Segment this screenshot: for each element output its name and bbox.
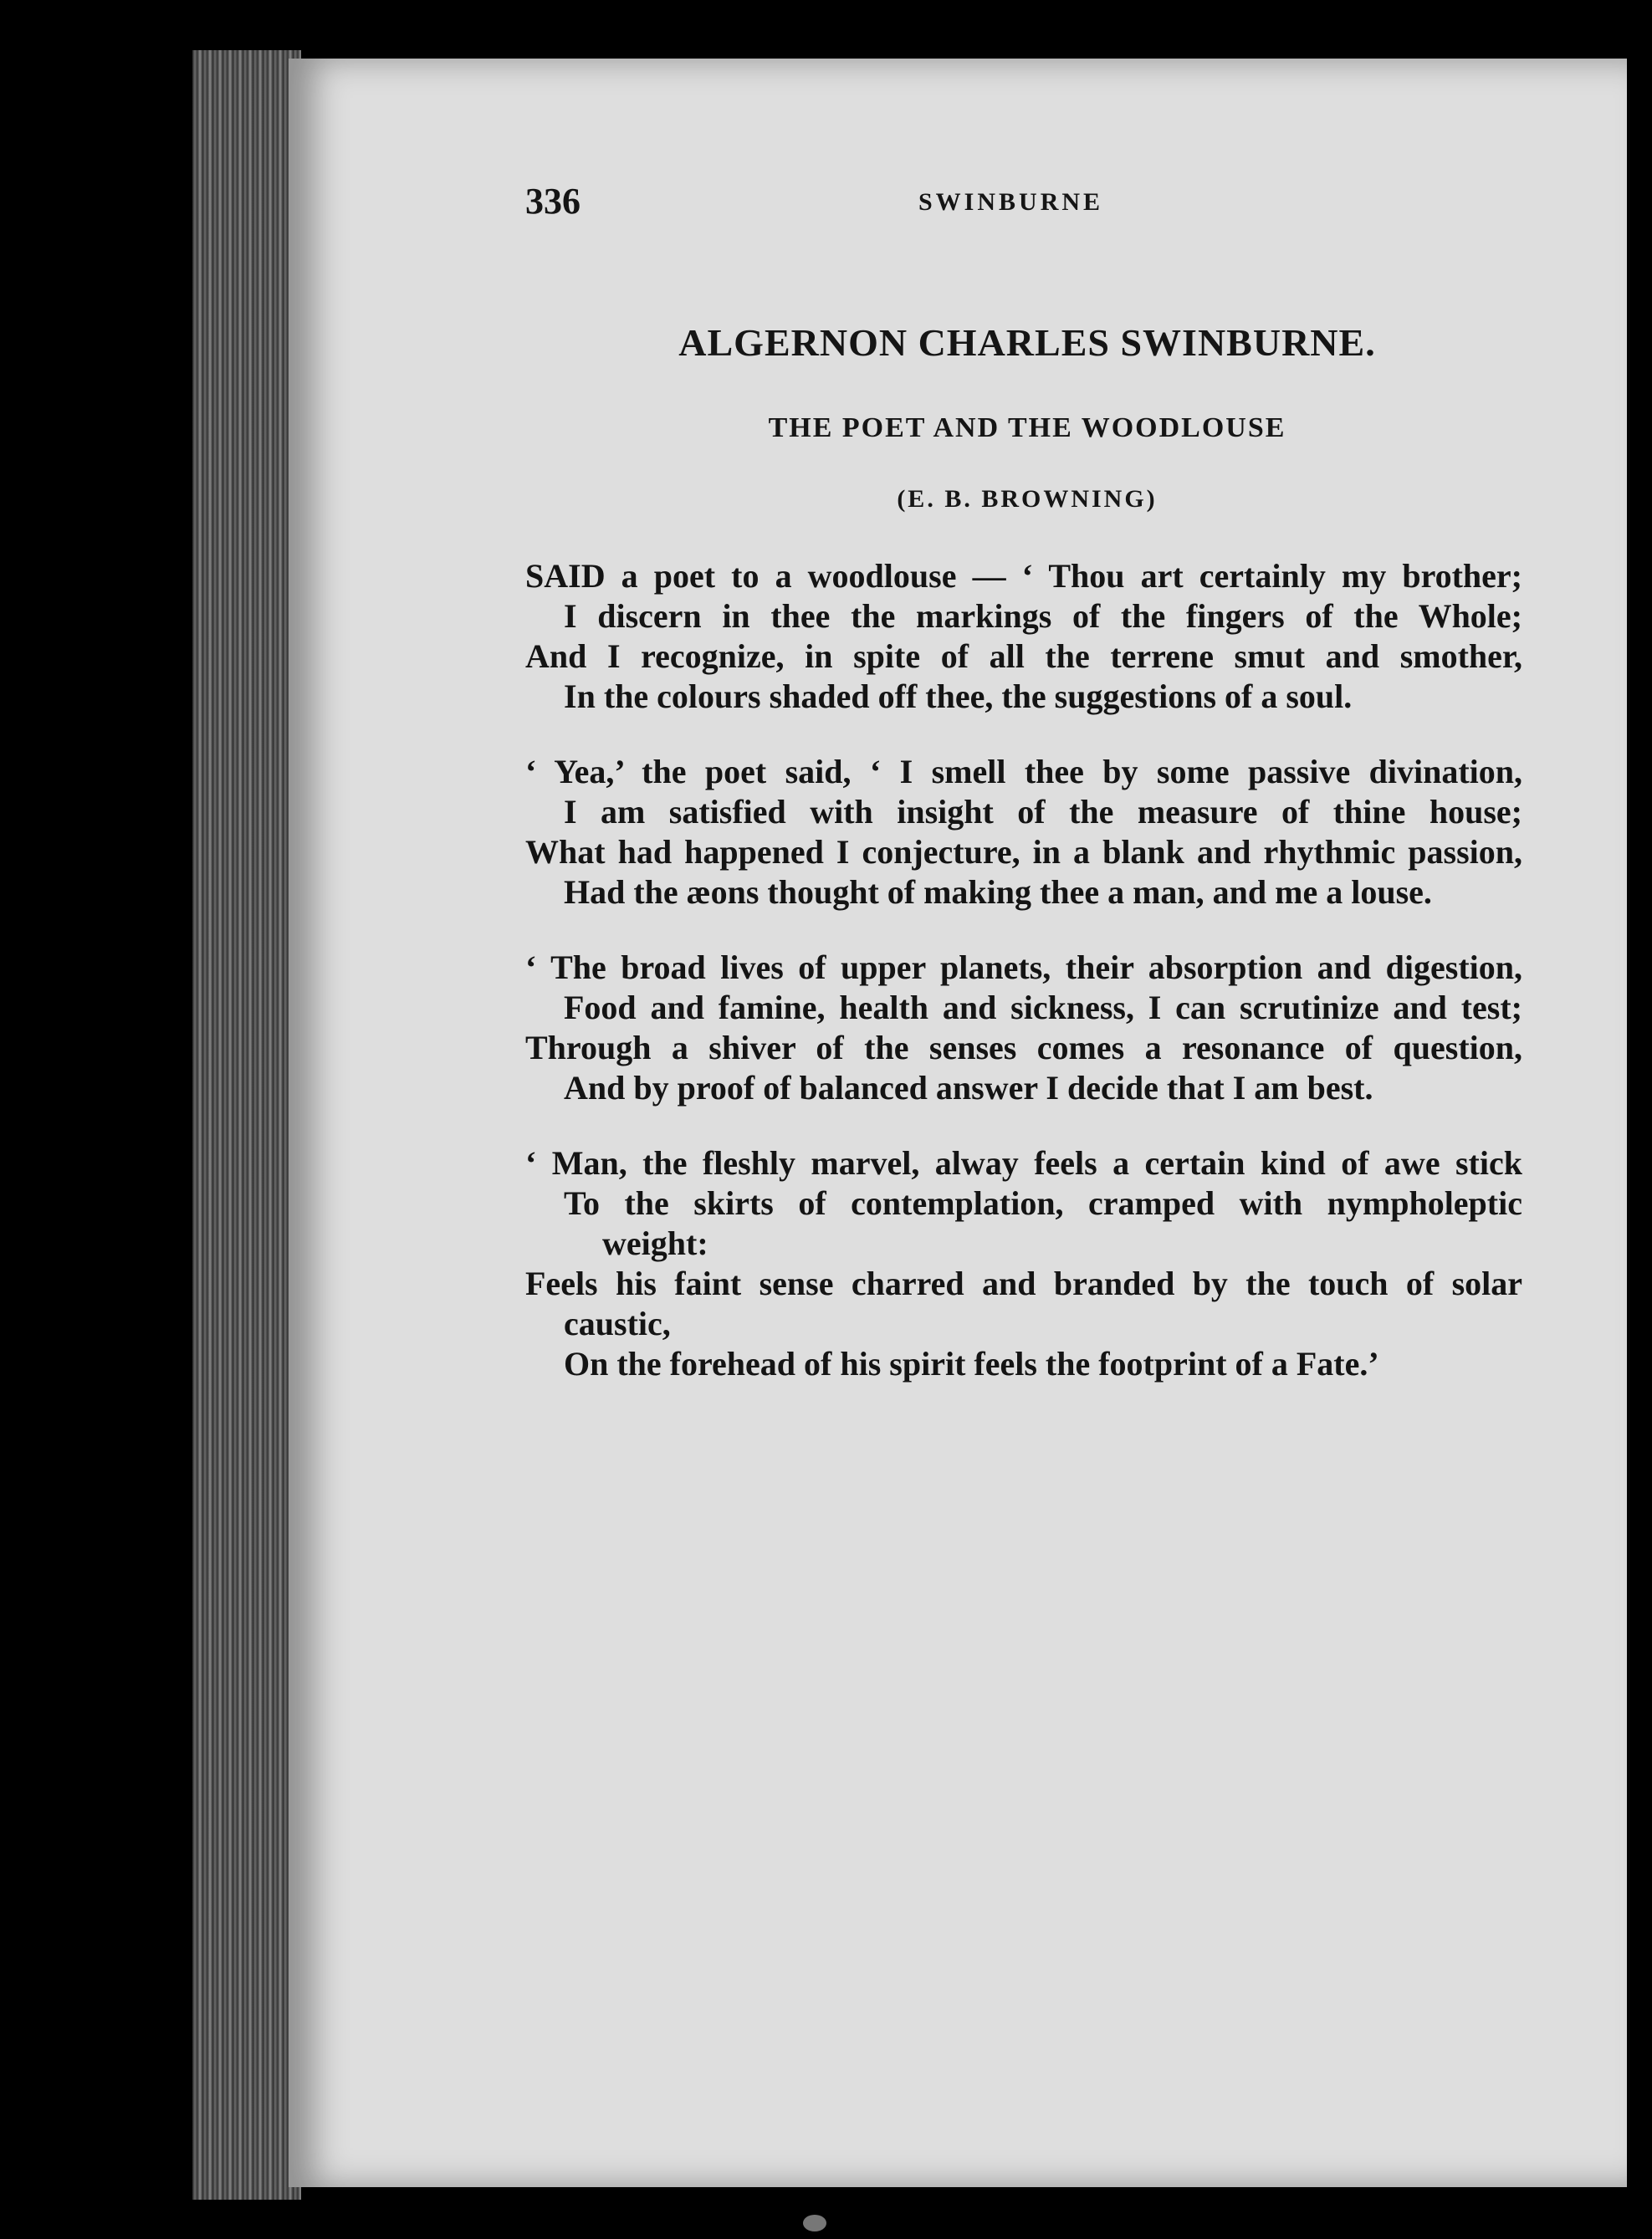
poem-line: ‘ The broad lives of upper planets, their absorption and digestion, <box>525 948 1522 986</box>
poem-line: Feels his faint sense charred and branded by the touch of solar caustic, <box>525 1265 1522 1342</box>
stanza-2 <box>525 752 1522 912</box>
book-page-edges <box>192 50 301 2200</box>
author-title: ALGERNON CHARLES SWINBURNE. <box>678 321 1376 364</box>
poem-line: Food and famine, health and sickness, I can scrutinize and test; <box>564 989 1522 1026</box>
page-header <box>525 180 1529 230</box>
poem-line: And by proof of balanced answer I decide that I am best. <box>564 1069 1373 1107</box>
poem-line: ‘ Yea,’ the poet said, ‘ I smell thee by some passive divination, <box>525 753 1522 790</box>
poem-line: In the colours shaded off thee, the suggestions of a soul. <box>564 677 1353 715</box>
poem-line: Had the æons thought of making thee a man, and me a louse. <box>564 873 1432 911</box>
poem-title: THE POET AND THE WOODLOUSE <box>768 412 1286 443</box>
running-head: SWINBURNE <box>918 188 1104 216</box>
poem-body <box>525 556 1522 1419</box>
poem-line: On the forehead of his spirit feels the footprint of a Fate.’ <box>564 1345 1379 1383</box>
stanza-1 <box>525 556 1522 717</box>
poem-line: To the skirts of contemplation, cramped with nympholeptic weight: <box>564 1184 1522 1262</box>
poem-line: What had happened I conjecture, in a blank and rhythmic passion, <box>525 833 1522 871</box>
poem-line: I am satisfied with insight of the measure of thine house; <box>564 793 1522 831</box>
poem-line: SAID a poet to a woodlouse — ‘ Thou art certainly my brother; <box>525 557 1522 595</box>
stanza-3 <box>525 948 1522 1108</box>
parody-attribution: (E. B. BROWNING) <box>897 485 1158 513</box>
scan-smudge <box>803 2215 826 2231</box>
poem-line: And I recognize, in spite of all the terrene smut and smother, <box>525 637 1522 675</box>
poem-line: ‘ Man, the fleshly marvel, alway feels a certain kind of awe stick <box>525 1144 1522 1182</box>
stanza-4 <box>525 1143 1522 1384</box>
page-number: 336 <box>525 181 581 222</box>
poem-line: Through a shiver of the senses comes a resonance of question, <box>525 1029 1522 1066</box>
poem-line: I discern in thee the markings of the fingers of the Whole; <box>564 597 1522 635</box>
